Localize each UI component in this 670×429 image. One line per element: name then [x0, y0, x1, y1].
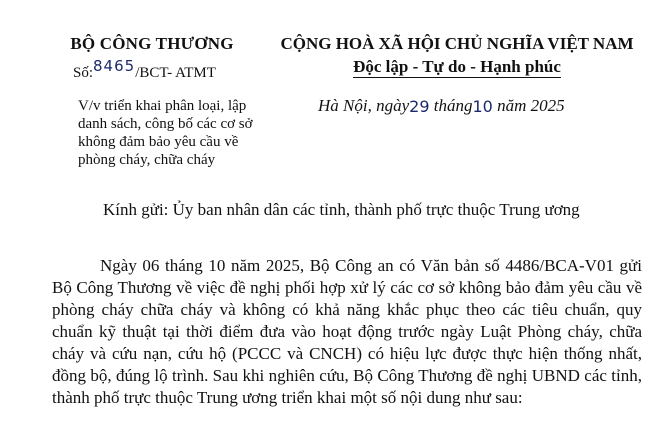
month-label: tháng: [433, 96, 473, 115]
doc-number-handwritten: 8465: [93, 57, 136, 75]
national-title: CỘNG HOÀ XÃ HỘI CHỦ NGHĨA VIỆT NAM: [280, 34, 634, 53]
recipient-line: Kính gửi: Ủy ban nhân dân các tỉnh, thành phố trực thuộc Trung ương: [103, 200, 580, 219]
body-paragraph: Ngày 06 tháng 10 năm 2025, Bộ Công an có Văn bản số 4486/BCA-V01 gửi Bộ Công Thương về việc đề nghị phối hợp xử lý các cơ sở không bảo đảm yêu cầu về phòng cháy chữa cháy và không có khả năng khắc phục theo các tiêu chuẩn, quy chuẩn kỹ thuật tại thời điểm đưa vào hoạt động trước ngày Luật Phòng cháy, chữa cháy và cứu nạn, cứu hộ (PCCC và CNCH) có hiệu lực được thực hiện thống nhất, đồng bộ, đúng lộ trình. Sau khi nghiên cứu, Bộ Công Thương đề nghị UBND các tỉnh, thành phố trực thuộc Trung ương triển khai một số nội dung như sau:: [52, 256, 642, 407]
place-and-date: [318, 96, 565, 116]
issuing-agency: BỘ CÔNG THƯƠNG: [70, 34, 234, 53]
national-motto: [262, 57, 652, 77]
year-text: năm 2025: [497, 96, 565, 115]
document-subject: V/v triển khai phân loại, lập danh sách, công bố các cơ sở không đảm bảo yêu cầu về phòng cháy, chữa cháy: [78, 98, 253, 168]
day-handwritten: 29: [409, 97, 430, 116]
motto-text: Độc lập - Tự do - Hạnh phúc: [353, 57, 561, 76]
doc-number-prefix: Số:: [73, 65, 94, 81]
place-date-prefix: Hà Nội, ngày: [318, 96, 410, 115]
month-handwritten: 10: [472, 97, 493, 116]
document-number: [73, 57, 216, 82]
doc-number-suffix: /BCT- ATMT: [135, 65, 216, 81]
